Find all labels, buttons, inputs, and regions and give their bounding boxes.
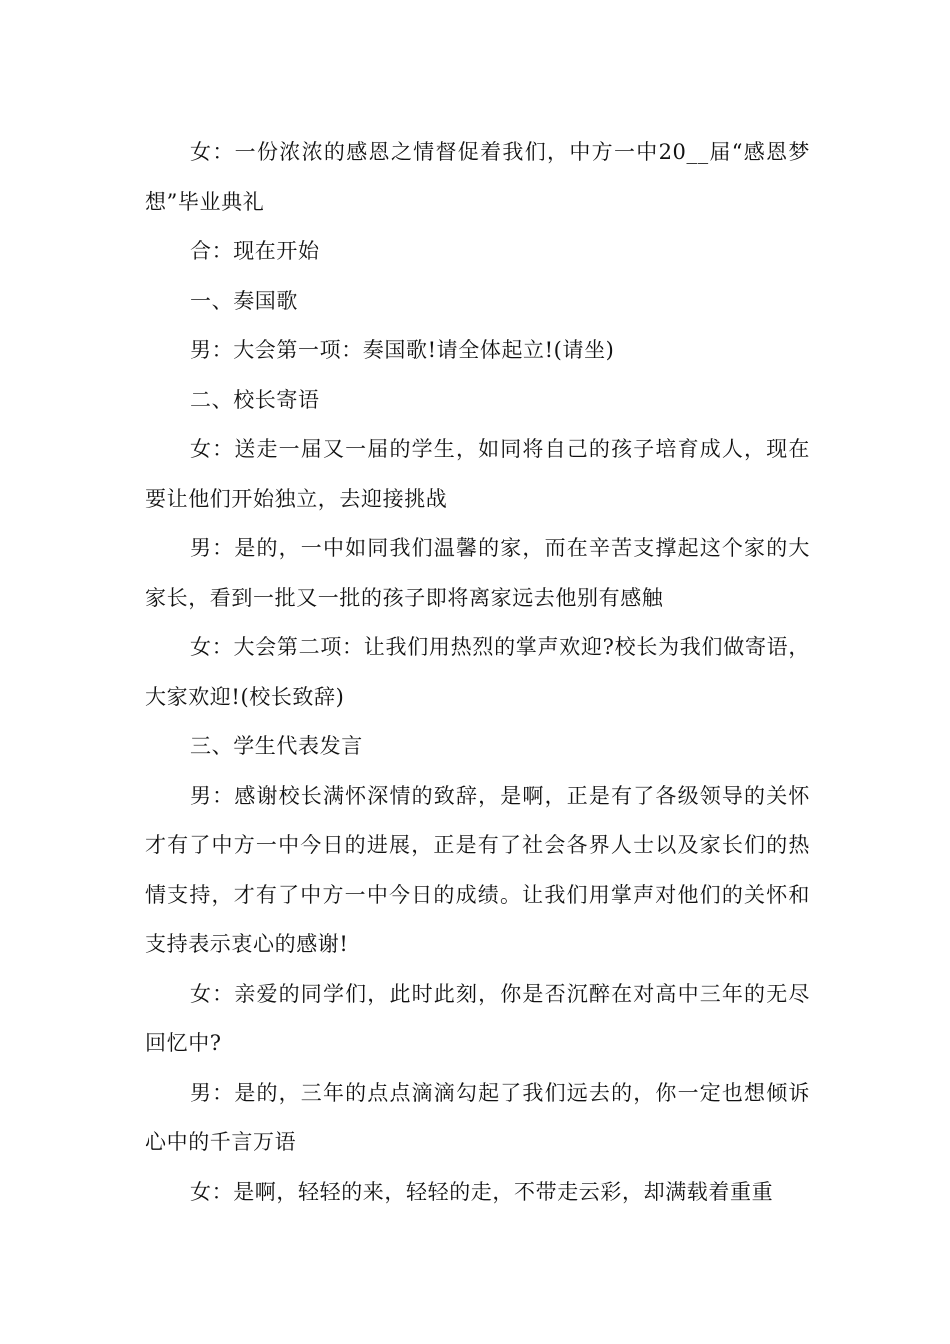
paragraph-9: 男：是的，三年的点点滴滴勾起了我们远去的，你一定也想倾诉心中的千言万语 — [145, 1080, 810, 1154]
section-heading-3: 三、学生代表发言 — [190, 734, 363, 758]
paragraph-7: 男：感谢校长满怀深情的致辞，是啊，正是有了各级领导的关怀才有了中方一中今日的进展，正是有了社会各界人士以及家长们的热情支持，才有了中方一中今日的成绩。让我们用掌声对他们的关怀和支持表示衷心的感谢! — [145, 783, 810, 956]
paragraph-8: 女：亲爱的同学们，此时此刻，你是否沉醉在对高中三年的无尽回忆中? — [145, 981, 810, 1055]
paragraph-1: 女：一份浓浓的感恩之情督促着我们，中方一中20__届“感恩梦想”毕业典礼 — [145, 140, 810, 214]
section-heading-1: 一、奏国歌 — [190, 288, 298, 313]
paragraph-3: 男：大会第一项：奏国歌!请全体起立!(请坐) — [190, 338, 615, 362]
paragraph-10: 女：是啊，轻轻的来，轻轻的走，不带走云彩，却满载着重重 — [190, 1179, 774, 1204]
document-page — [145, 128, 810, 1217]
section-heading-2: 二、校长寄语 — [190, 387, 320, 412]
paragraph-4: 女：送走一届又一届的学生，如同将自己的孩子培育成人，现在要让他们开始独立，去迎接挑战 — [145, 437, 810, 511]
paragraph-6: 女：大会第二项：让我们用热烈的掌声欢迎?校长为我们做寄语，大家欢迎!(校长致辞) — [145, 635, 810, 709]
paragraph-2: 合：现在开始 — [190, 239, 320, 263]
paragraph-5: 男：是的，一中如同我们温馨的家，而在辛苦支撑起这个家的大家长，看到一批又一批的孩子即将离家远去他别有感触 — [145, 536, 810, 610]
